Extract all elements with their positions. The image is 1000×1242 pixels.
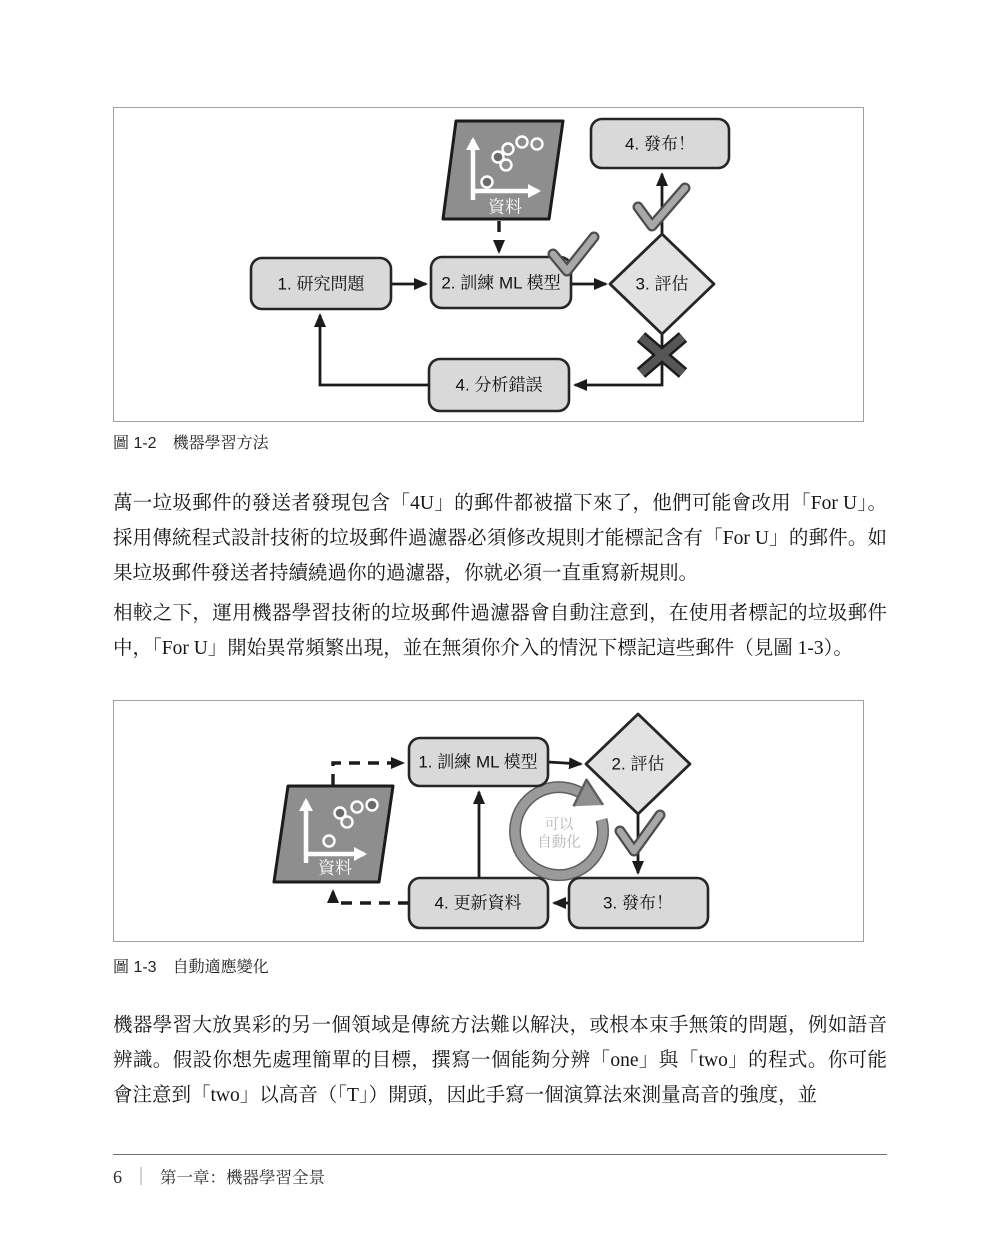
node-evaluate-label: 2. 評估 <box>611 754 665 774</box>
chapter-title: 第一章：機器學習全景 <box>160 1169 325 1187</box>
figure-1-2-frame <box>113 107 864 422</box>
paragraph: 萬一垃圾郵件的發送者發現包含「4U」的郵件都被擋下來了，他們可能會改用「For U」。採用傳統程式設計技術的垃圾郵件過濾器必須修改規則才能標記含有「For U」的郵件。如果垃圾郵件發送者持續繞過你的過濾器，你就必須一直重寫新規則。 <box>113 493 887 584</box>
arrow-train-to-evaluate <box>548 762 581 764</box>
node-analyze-label: 4. 分析錯誤 <box>455 375 543 395</box>
arrow-data-to-train <box>333 763 403 785</box>
caption-label: 圖 1-2 <box>113 435 157 452</box>
node-update-label: 4. 更新資料 <box>434 893 522 913</box>
data-label: 資料 <box>488 197 522 217</box>
figure-1-3-frame <box>113 700 864 942</box>
node-study-label: 1. 研究問題 <box>277 274 365 294</box>
arrow-update-to-data <box>333 891 409 903</box>
caption-title: 自動適應變化 <box>172 959 269 976</box>
figure-1-3-caption <box>113 954 269 977</box>
node-train-label: 1. 訓練 ML 模型 <box>418 752 538 772</box>
node-evaluate-label: 3. 評估 <box>635 274 689 294</box>
ml-approach-flowchart <box>114 108 863 421</box>
loop-label-line1: 可以 <box>544 816 574 833</box>
paragraph: 相較之下，運用機器學習技術的垃圾郵件過濾器會自動注意到，在使用者標記的垃圾郵件中，「For U」開始異常頻繁出現，並在無須你介入的情況下標記這些郵件（見圖 1-3）。 <box>113 603 887 659</box>
data-label: 資料 <box>318 858 352 878</box>
footer <box>113 1163 325 1189</box>
scatter-dot <box>367 800 378 811</box>
scatter-dot <box>482 177 493 188</box>
checkmark-icon <box>620 815 660 851</box>
node-launch-label: 4. 發布！ <box>625 134 695 154</box>
checkmark-icon <box>553 237 594 271</box>
node-launch-label: 3. 發布！ <box>603 893 673 913</box>
page-number: 6 <box>113 1167 122 1187</box>
loop-label-line2: 自動化 <box>537 834 581 851</box>
figure-1-2-caption <box>113 430 269 453</box>
footer-rule <box>113 1154 887 1155</box>
paragraph: 機器學習大放異彩的另一個領域是傳統方法難以解決，或根本束手無策的問題，例如語音辨識。假設你想先處理簡單的目標，撰寫一個能夠分辨「one」與「two」的程式。你可能會注意到「two」以高音（「T」）開頭，因此手寫一個演算法來測量高音的強度，並 <box>113 1015 887 1106</box>
auto-adapt-flowchart <box>114 701 863 941</box>
caption-label: 圖 1-3 <box>113 959 157 976</box>
caption-title: 機器學習方法 <box>172 435 269 452</box>
arrow-analyze-to-study <box>320 315 429 385</box>
footer-separator: ｜ <box>132 1167 150 1187</box>
node-train-label: 2. 訓練 ML 模型 <box>441 273 561 293</box>
